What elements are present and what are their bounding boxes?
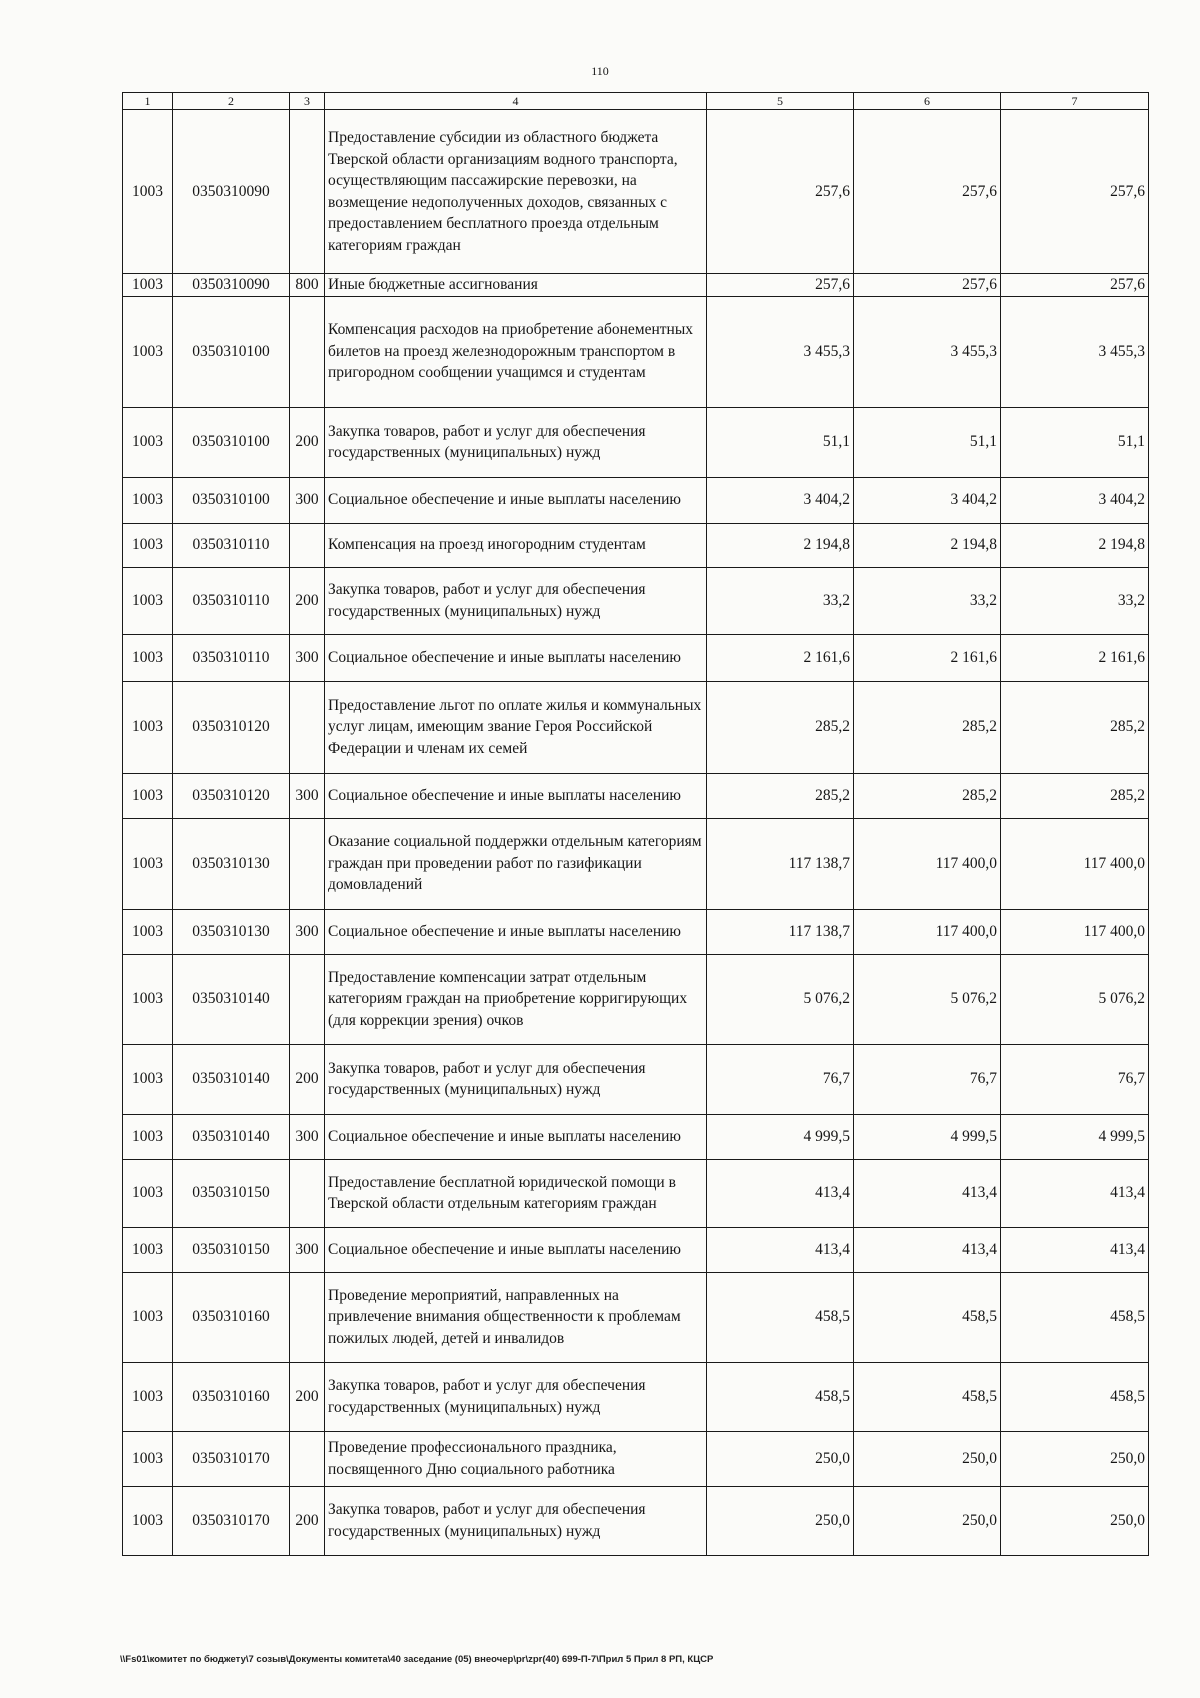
table-row	[123, 296, 1149, 407]
expense-type	[290, 818, 325, 909]
expense-type	[290, 954, 325, 1044]
amount-col5: 285,2	[707, 681, 854, 773]
amount-col6: 3 404,2	[854, 477, 1001, 523]
item-name: Закупка товаров, работ и услуг для обеспечения государственных (муниципальных) нужд	[325, 407, 707, 477]
table-row	[123, 110, 1149, 274]
amount-col6: 5 076,2	[854, 954, 1001, 1044]
expense-type: 200	[290, 1362, 325, 1431]
amount-col6: 413,4	[854, 1227, 1001, 1272]
amount-col5: 3 455,3	[707, 296, 854, 407]
item-name: Закупка товаров, работ и услуг для обеспечения государственных (муниципальных) нужд	[325, 1362, 707, 1431]
table-row	[123, 407, 1149, 477]
target-code: 0350310110	[173, 523, 290, 567]
item-name: Социальное обеспечение и иные выплаты населению	[325, 477, 707, 523]
section-code: 1003	[123, 523, 173, 567]
amount-col6: 2 194,8	[854, 523, 1001, 567]
page-number: 110	[591, 64, 609, 78]
target-code: 0350310110	[173, 567, 290, 634]
amount-col7: 4 999,5	[1001, 1114, 1149, 1159]
amount-col7: 3 455,3	[1001, 296, 1149, 407]
target-code: 0350310120	[173, 773, 290, 818]
expense-type: 300	[290, 773, 325, 818]
item-name: Предоставление компенсации затрат отдельным категориям граждан на приобретение корригирующих (для коррекции зрения) очков	[325, 954, 707, 1044]
section-code: 1003	[123, 818, 173, 909]
amount-col7: 285,2	[1001, 681, 1149, 773]
amount-col6: 458,5	[854, 1272, 1001, 1362]
amount-col7: 257,6	[1001, 274, 1149, 297]
item-name: Социальное обеспечение и иные выплаты населению	[325, 634, 707, 681]
table-row	[123, 1431, 1149, 1486]
expense-type: 300	[290, 909, 325, 954]
amount-col7: 257,6	[1001, 110, 1149, 274]
amount-col6: 4 999,5	[854, 1114, 1001, 1159]
item-name: Социальное обеспечение и иные выплаты населению	[325, 1114, 707, 1159]
item-name: Компенсация расходов на приобретение абонементных билетов на проезд железнодорожным транспортом в пригородном сообщении учащимся и студентам	[325, 296, 707, 407]
amount-col5: 413,4	[707, 1227, 854, 1272]
table-row	[123, 773, 1149, 818]
expense-type: 200	[290, 1486, 325, 1555]
expense-type	[290, 523, 325, 567]
section-code: 1003	[123, 1044, 173, 1114]
target-code: 0350310100	[173, 407, 290, 477]
section-code: 1003	[123, 567, 173, 634]
expense-type	[290, 1159, 325, 1227]
amount-col5: 117 138,7	[707, 909, 854, 954]
item-name: Предоставление субсидии из областного бюджета Тверской области организациям водного транспорта, осуществляющим пассажирские перевозки, на возмещение недополученных доходов, связанных с предоставлением бесплатного проезда отдельным категориям граждан	[325, 110, 707, 274]
amount-col5: 257,6	[707, 274, 854, 297]
target-code: 0350310140	[173, 1114, 290, 1159]
expense-type	[290, 681, 325, 773]
amount-col6: 257,6	[854, 274, 1001, 297]
amount-col7: 33,2	[1001, 567, 1149, 634]
amount-col7: 458,5	[1001, 1362, 1149, 1431]
amount-col5: 76,7	[707, 1044, 854, 1114]
amount-col5: 5 076,2	[707, 954, 854, 1044]
expense-type: 200	[290, 407, 325, 477]
target-code: 0350310130	[173, 909, 290, 954]
item-name: Предоставление бесплатной юридической помощи в Тверской области отдельным категориям граждан	[325, 1159, 707, 1227]
section-code: 1003	[123, 1486, 173, 1555]
target-code: 0350310130	[173, 818, 290, 909]
expense-type	[290, 296, 325, 407]
amount-col5: 458,5	[707, 1272, 854, 1362]
table-row	[123, 818, 1149, 909]
expense-type	[290, 1431, 325, 1486]
table-row	[123, 1114, 1149, 1159]
item-name: Закупка товаров, работ и услуг для обеспечения государственных (муниципальных) нужд	[325, 1486, 707, 1555]
target-code: 0350310090	[173, 274, 290, 297]
column-header: 1	[123, 93, 173, 110]
item-name: Проведение мероприятий, направленных на привлечение внимания общественности к проблемам пожилых людей, детей и инвалидов	[325, 1272, 707, 1362]
table-row	[123, 477, 1149, 523]
expense-type: 300	[290, 1114, 325, 1159]
target-code: 0350310120	[173, 681, 290, 773]
target-code: 0350310140	[173, 1044, 290, 1114]
section-code: 1003	[123, 681, 173, 773]
section-code: 1003	[123, 407, 173, 477]
section-code: 1003	[123, 1431, 173, 1486]
amount-col5: 33,2	[707, 567, 854, 634]
target-code: 0350310100	[173, 296, 290, 407]
amount-col6: 413,4	[854, 1159, 1001, 1227]
table-row	[123, 1362, 1149, 1431]
amount-col7: 250,0	[1001, 1486, 1149, 1555]
amount-col7: 51,1	[1001, 407, 1149, 477]
column-header: 2	[173, 93, 290, 110]
amount-col7: 76,7	[1001, 1044, 1149, 1114]
amount-col5: 413,4	[707, 1159, 854, 1227]
section-code: 1003	[123, 954, 173, 1044]
header-row	[123, 93, 1149, 110]
amount-col6: 117 400,0	[854, 909, 1001, 954]
table-row	[123, 1159, 1149, 1227]
target-code: 0350310170	[173, 1431, 290, 1486]
amount-col6: 257,6	[854, 110, 1001, 274]
amount-col7: 413,4	[1001, 1227, 1149, 1272]
table-row	[123, 1272, 1149, 1362]
amount-col5: 458,5	[707, 1362, 854, 1431]
amount-col6: 3 455,3	[854, 296, 1001, 407]
item-name: Закупка товаров, работ и услуг для обеспечения государственных (муниципальных) нужд	[325, 567, 707, 634]
item-name: Предоставление льгот по оплате жилья и коммунальных услуг лицам, имеющим звание Героя Российской Федерации и членам их семей	[325, 681, 707, 773]
expense-type: 800	[290, 274, 325, 297]
expense-type	[290, 110, 325, 274]
section-code: 1003	[123, 909, 173, 954]
amount-col7: 413,4	[1001, 1159, 1149, 1227]
amount-col5: 257,6	[707, 110, 854, 274]
expense-type: 300	[290, 634, 325, 681]
table-row	[123, 681, 1149, 773]
target-code: 0350310150	[173, 1227, 290, 1272]
section-code: 1003	[123, 1272, 173, 1362]
expense-type	[290, 1272, 325, 1362]
amount-col5: 2 194,8	[707, 523, 854, 567]
amount-col5: 3 404,2	[707, 477, 854, 523]
table-row	[123, 909, 1149, 954]
table-row	[123, 1044, 1149, 1114]
amount-col6: 250,0	[854, 1431, 1001, 1486]
amount-col7: 2 194,8	[1001, 523, 1149, 567]
target-code: 0350310170	[173, 1486, 290, 1555]
target-code: 0350310100	[173, 477, 290, 523]
target-code: 0350310140	[173, 954, 290, 1044]
amount-col6: 51,1	[854, 407, 1001, 477]
amount-col5: 117 138,7	[707, 818, 854, 909]
table-row	[123, 954, 1149, 1044]
table-row	[123, 523, 1149, 567]
item-name: Закупка товаров, работ и услуг для обеспечения государственных (муниципальных) нужд	[325, 1044, 707, 1114]
amount-col7: 5 076,2	[1001, 954, 1149, 1044]
target-code: 0350310150	[173, 1159, 290, 1227]
item-name: Социальное обеспечение и иные выплаты населению	[325, 909, 707, 954]
section-code: 1003	[123, 1362, 173, 1431]
table-row	[123, 1227, 1149, 1272]
section-code: 1003	[123, 477, 173, 523]
table-row	[123, 634, 1149, 681]
amount-col7: 2 161,6	[1001, 634, 1149, 681]
section-code: 1003	[123, 274, 173, 297]
section-code: 1003	[123, 110, 173, 274]
item-name: Социальное обеспечение и иные выплаты населению	[325, 1227, 707, 1272]
amount-col5: 285,2	[707, 773, 854, 818]
amount-col6: 2 161,6	[854, 634, 1001, 681]
column-header: 4	[325, 93, 707, 110]
item-name: Проведение профессионального праздника, посвященного Дню социального работника	[325, 1431, 707, 1486]
expense-type: 300	[290, 1227, 325, 1272]
column-header: 7	[1001, 93, 1149, 110]
amount-col5: 51,1	[707, 407, 854, 477]
amount-col7: 117 400,0	[1001, 818, 1149, 909]
item-name: Оказание социальной поддержки отдельным категориям граждан при проведении работ по газификации домовладений	[325, 818, 707, 909]
amount-col6: 76,7	[854, 1044, 1001, 1114]
expense-type: 200	[290, 1044, 325, 1114]
amount-col5: 250,0	[707, 1486, 854, 1555]
item-name: Компенсация на проезд иногородним студентам	[325, 523, 707, 567]
table-row	[123, 567, 1149, 634]
section-code: 1003	[123, 296, 173, 407]
target-code: 0350310110	[173, 634, 290, 681]
expense-type: 300	[290, 477, 325, 523]
amount-col6: 285,2	[854, 773, 1001, 818]
section-code: 1003	[123, 1114, 173, 1159]
amount-col7: 285,2	[1001, 773, 1149, 818]
target-code: 0350310160	[173, 1272, 290, 1362]
amount-col6: 117 400,0	[854, 818, 1001, 909]
amount-col5: 2 161,6	[707, 634, 854, 681]
amount-col7: 117 400,0	[1001, 909, 1149, 954]
column-header: 3	[290, 93, 325, 110]
section-code: 1003	[123, 1227, 173, 1272]
target-code: 0350310160	[173, 1362, 290, 1431]
amount-col5: 4 999,5	[707, 1114, 854, 1159]
amount-col6: 33,2	[854, 567, 1001, 634]
column-header: 6	[854, 93, 1001, 110]
item-name: Социальное обеспечение и иные выплаты населению	[325, 773, 707, 818]
table-row	[123, 1486, 1149, 1555]
amount-col7: 250,0	[1001, 1431, 1149, 1486]
amount-col5: 250,0	[707, 1431, 854, 1486]
column-header: 5	[707, 93, 854, 110]
section-code: 1003	[123, 634, 173, 681]
amount-col6: 250,0	[854, 1486, 1001, 1555]
amount-col6: 285,2	[854, 681, 1001, 773]
amount-col7: 458,5	[1001, 1272, 1149, 1362]
amount-col7: 3 404,2	[1001, 477, 1149, 523]
target-code: 0350310090	[173, 110, 290, 274]
table-row	[123, 274, 1149, 297]
expense-type: 200	[290, 567, 325, 634]
section-code: 1003	[123, 1159, 173, 1227]
item-name: Иные бюджетные ассигнования	[325, 274, 707, 297]
section-code: 1003	[123, 773, 173, 818]
budget-table	[122, 92, 1149, 1556]
footer-file-path: \\Fs01\комитет по бюджету\7 созыв\Документы комитета\40 заседание (05) внеочер\pr\zpr(40) 699-П-7\Прил 5 Прил 8 РП, КЦСР	[120, 1654, 714, 1665]
amount-col6: 458,5	[854, 1362, 1001, 1431]
